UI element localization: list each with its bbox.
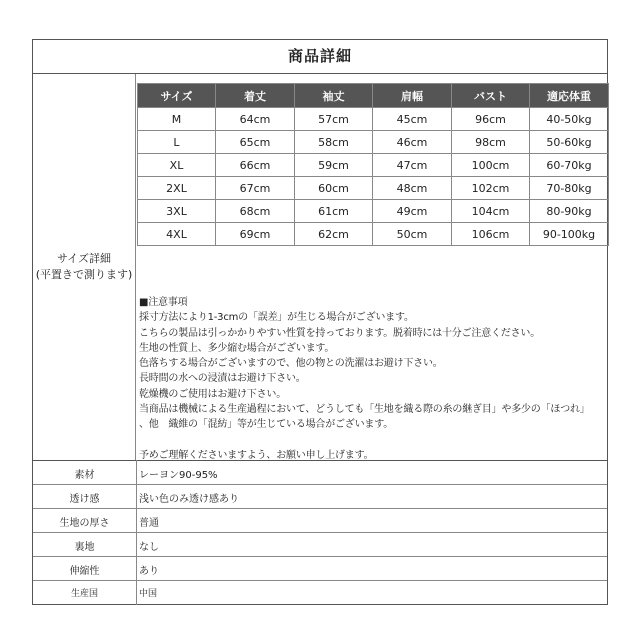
attr-value-origin: 中国 xyxy=(139,589,158,599)
table-cell: 50cm xyxy=(373,223,452,246)
size-section-label xyxy=(33,74,136,460)
attr-value-stretch: あり xyxy=(139,566,159,577)
attr-label-stretch: 伸縮性 xyxy=(69,566,100,577)
attr-label-sheerness: 透け感 xyxy=(69,494,100,505)
table-cell: 96cm xyxy=(452,108,530,131)
table-cell: 64cm xyxy=(216,108,295,131)
table-row xyxy=(138,131,609,154)
table-cell: 90-100kg xyxy=(530,223,609,246)
size-section-label-line1: サイズ詳細 xyxy=(56,252,112,265)
product-detail-sheet xyxy=(32,39,608,605)
table-row xyxy=(138,177,609,200)
table-cell: 65cm xyxy=(216,131,295,154)
table-cell: 48cm xyxy=(373,177,452,200)
table-cell: 106cm xyxy=(452,223,530,246)
table-cell: 58cm xyxy=(295,131,373,154)
table-cell: 61cm xyxy=(295,200,373,223)
notes-heading: ■注意事項 xyxy=(139,297,188,308)
attr-value-lining: なし xyxy=(139,542,159,553)
note-line: 予めご理解くださいますよう、お願い申し上げます。 xyxy=(139,449,374,461)
table-cell: 80-90kg xyxy=(530,200,609,223)
divider xyxy=(33,484,607,485)
table-cell: 98cm xyxy=(452,131,530,154)
note-line xyxy=(139,433,607,448)
table-cell: 67cm xyxy=(216,177,295,200)
note-line: 生地の性質上、多少縮む場合がございます。 xyxy=(139,342,335,354)
table-row xyxy=(138,108,609,131)
table-row xyxy=(138,223,609,246)
table-cell: 100cm xyxy=(452,154,530,177)
attr-label-material: 素材 xyxy=(74,470,95,481)
table-cell: 57cm xyxy=(295,108,373,131)
note-line: 、他 織維の「混紡」等が生じている場合がございます。 xyxy=(139,419,393,431)
divider xyxy=(33,532,607,533)
attr-value-material: レーヨン90-95% xyxy=(139,470,218,481)
page-title: 商品詳細 xyxy=(33,40,607,74)
note-line: こちらの製品は引っかかりやすい性質を持っております。脱着時には十分ご注意ください。 xyxy=(139,327,540,339)
table-cell: 47cm xyxy=(373,154,452,177)
table-cell: 45cm xyxy=(373,108,452,131)
divider xyxy=(136,460,137,605)
table-cell: 3XL xyxy=(138,200,216,223)
table-row xyxy=(138,200,609,223)
table-cell: 59cm xyxy=(295,154,373,177)
table-cell: 104cm xyxy=(452,200,530,223)
size-section-label-line2: (平置きで測ります) xyxy=(35,268,133,281)
table-cell: 60-70kg xyxy=(530,154,609,177)
care-notes xyxy=(139,295,607,463)
divider xyxy=(33,508,607,509)
table-cell: 50-60kg xyxy=(530,131,609,154)
table-cell: L xyxy=(138,131,216,154)
table-cell: 4XL xyxy=(138,223,216,246)
table-cell: 60cm xyxy=(295,177,373,200)
divider xyxy=(33,556,607,557)
table-cell: 62cm xyxy=(295,223,373,246)
size-table-header-row xyxy=(138,84,609,108)
note-line: 乾燥機のご使用はお避け下さい。 xyxy=(139,388,286,400)
divider xyxy=(33,460,607,461)
header-shoulder: 肩幅 xyxy=(373,84,452,108)
header-size: サイズ xyxy=(138,84,216,108)
attr-label-thickness: 生地の厚さ xyxy=(59,518,110,529)
note-line: 色落ちする場合がございますので、他の物との洗濯はお避け下さい。 xyxy=(139,358,443,370)
attr-label-origin: 生産国 xyxy=(70,589,98,599)
divider xyxy=(33,580,607,581)
table-cell: 40-50kg xyxy=(530,108,609,131)
table-cell: 69cm xyxy=(216,223,295,246)
table-cell: 2XL xyxy=(138,177,216,200)
table-cell: 66cm xyxy=(216,154,295,177)
table-cell: M xyxy=(138,108,216,131)
attr-label-lining: 裏地 xyxy=(74,542,95,553)
note-line: 当商品は機械による生産過程において、どうしても「生地を織る際の糸の継ぎ目」や多少の「ほつれ」 xyxy=(139,404,590,416)
table-cell: 102cm xyxy=(452,177,530,200)
table-cell: 49cm xyxy=(373,200,452,223)
note-line: 長時間の水への浸漬はお避け下さい。 xyxy=(139,373,306,385)
attr-value-thickness: 普通 xyxy=(139,518,159,529)
table-cell: XL xyxy=(138,154,216,177)
table-row xyxy=(138,154,609,177)
note-line: 採寸方法により1-3cmの「誤差」が生じる場合がございます。 xyxy=(139,312,414,324)
table-cell: 68cm xyxy=(216,200,295,223)
size-table xyxy=(137,83,609,246)
header-length: 着丈 xyxy=(216,84,295,108)
table-cell: 46cm xyxy=(373,131,452,154)
header-weight: 適応体重 xyxy=(530,84,609,108)
attr-value-sheerness: 浅い色のみ透け感あり xyxy=(139,494,239,505)
header-sleeve: 袖丈 xyxy=(295,84,373,108)
header-bust: バスト xyxy=(452,84,530,108)
table-cell: 70-80kg xyxy=(530,177,609,200)
